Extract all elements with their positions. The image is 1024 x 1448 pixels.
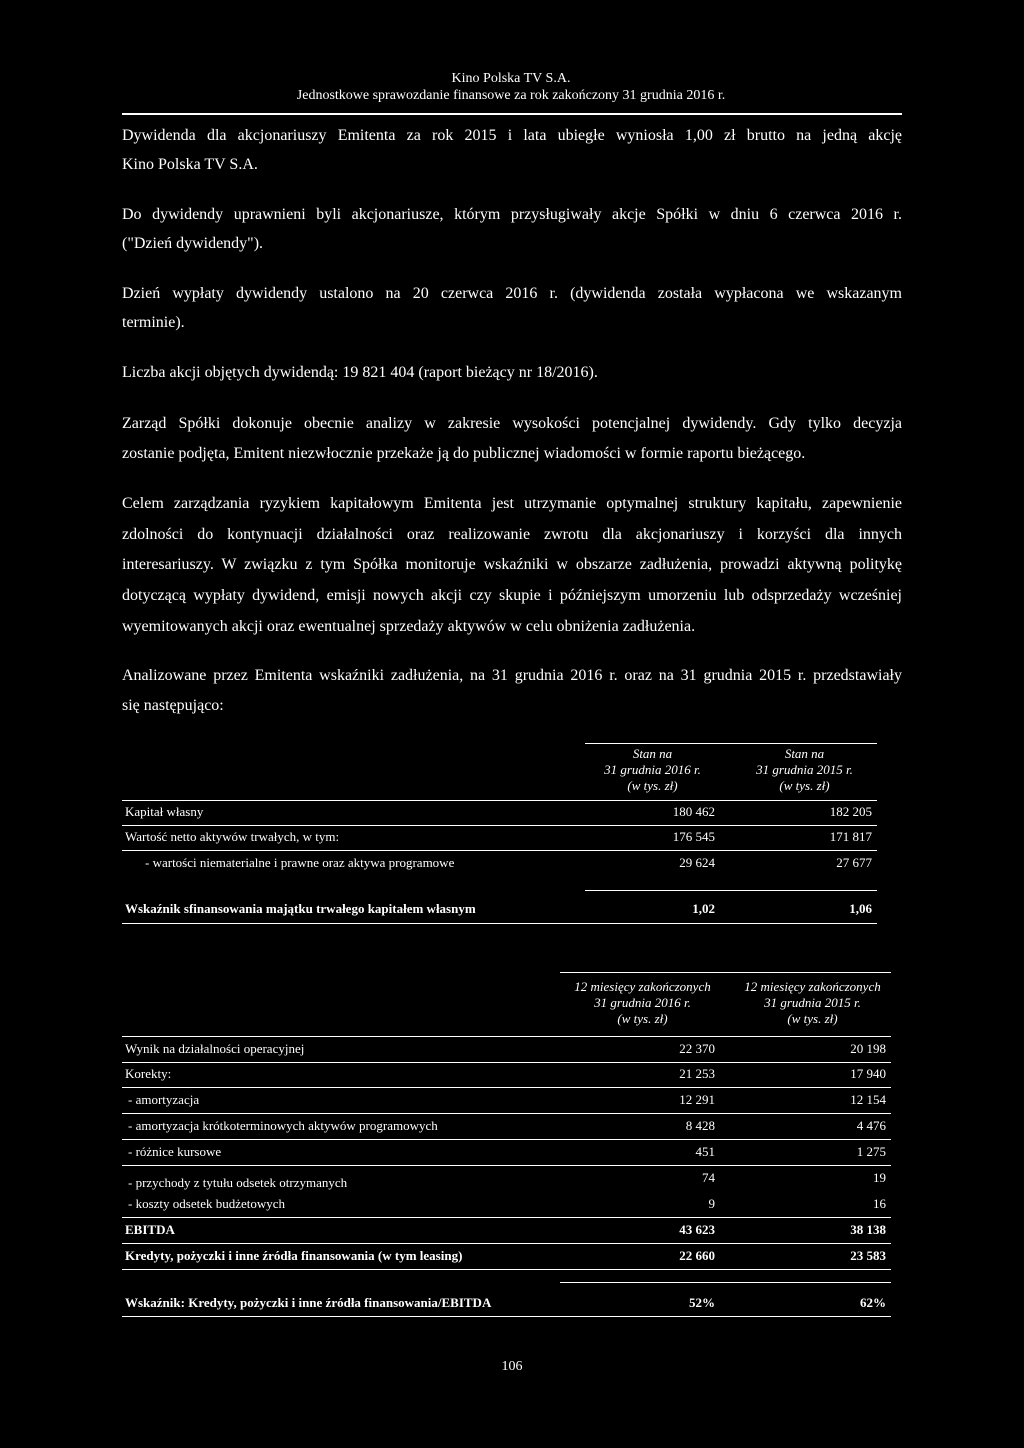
paragraph-share-count: Liczba akcji objętych dywidendą: 19 821 404 (raport bieżący nr 18/2016). xyxy=(122,364,598,381)
table2-sum-rule xyxy=(560,1282,891,1283)
header-company: Kino Polska TV S.A. xyxy=(451,71,571,86)
table-row-label: - wartości niematerialne i prawne oraz aktywa programowe xyxy=(145,855,455,870)
paragraph-capital-risk-line5: wyemitowanych akcji oraz ewentualnej sprzedaży aktywów w celu obniżenia zadłużenia. xyxy=(122,618,696,635)
table-cell: 17 940 xyxy=(850,1066,886,1081)
table1-sum-rule xyxy=(585,890,877,891)
row-rule xyxy=(122,1113,891,1114)
paragraph-board-analysis-line1: Zarząd Spółki dokonuje obecnie analizy w zakresie wysokości potencjalnej dywidendy. Gdy tylko decyzja xyxy=(122,415,902,432)
paragraph-ratios-intro-line2: się następująco: xyxy=(122,697,224,714)
table-cell: 16 xyxy=(873,1196,886,1211)
table-row-label: - koszty odsetek budżetowych xyxy=(128,1196,286,1211)
table-row-label: - amortyzacja krótkoterminowych aktywów programowych xyxy=(128,1118,438,1133)
paragraph-dividend-entitled-line2: ("Dzień dywidendy"). xyxy=(122,235,264,252)
table-cell: 19 xyxy=(873,1170,886,1185)
table-cell: 52% xyxy=(689,1295,715,1310)
table-cell: 171 817 xyxy=(829,829,872,844)
table-cell: 4 476 xyxy=(856,1118,886,1133)
table-row-label: Wskaźnik sfinansowania majątku trwałego kapitałem własnym xyxy=(125,901,476,916)
table-row-label: Wartość netto aktywów trwałych, w tym: xyxy=(125,829,340,844)
row-rule xyxy=(122,1269,891,1270)
table1-col1-header: Stan na 31 grudnia 2016 r. (w tys. zł) xyxy=(604,746,701,793)
table-cell: 74 xyxy=(702,1170,715,1185)
row-rule xyxy=(122,1165,891,1166)
table2-header-rule xyxy=(122,1036,891,1037)
table-row-label: Korekty: xyxy=(125,1066,172,1081)
table-row-label: - przychody z tytułu odsetek otrzymanych xyxy=(128,1175,348,1190)
paragraph-payment-date-line2: terminie). xyxy=(122,314,185,331)
row-rule xyxy=(122,1139,891,1140)
table-cell: 176 545 xyxy=(672,829,715,844)
table-row-label: Kredyty, pożyczki i inne źródła finansowania (w tym leasing) xyxy=(125,1248,463,1263)
table-cell: 38 138 xyxy=(850,1222,886,1237)
table1-bottom-rule xyxy=(122,923,877,924)
row-rule xyxy=(122,1087,891,1088)
paragraph-capital-risk-line3: interesariuszy. W związku z tym Spółka monitoruje wskaźniki w obszarze zadłużenia, prowadzi aktywną politykę xyxy=(122,556,902,573)
paragraph-payment-date-line1: Dzień wypłaty dywidendy ustalono na 20 czerwca 2016 r. (dywidenda została wypłacona we wskazanym xyxy=(122,285,902,302)
table-cell: 451 xyxy=(695,1144,715,1159)
table-cell: 27 677 xyxy=(836,855,872,870)
table2-col2-header: 12 miesięcy zakończonych 31 grudnia 2015 r. (w tys. zł) xyxy=(744,979,881,1026)
paragraph-capital-risk-line4: dotyczącą wypłaty dywidend, emisji nowych akcji czy skupie i późniejszym umorzeniu lub odsprzedaży wcześniej xyxy=(122,587,902,604)
paragraph-capital-risk-line1: Celem zarządzania ryzykiem kapitałowym Emitenta jest utrzymanie optymalnej struktury kapitału, zapewnienie xyxy=(122,495,902,512)
paragraph-dividend-entitled-line1: Do dywidendy uprawnieni byli akcjonariusze, którym przysługiwały akcje Spółki w dniu 6 czerwca 2016 r. xyxy=(122,206,902,223)
table-cell: 12 291 xyxy=(679,1092,715,1107)
table-cell: 12 154 xyxy=(850,1092,886,1107)
paragraph-dividend-amount-line1: Dywidenda dla akcjonariuszy Emitenta za rok 2015 i lata ubiegłe wyniosła 1,00 zł brutto na jedną akcję xyxy=(122,127,902,144)
table1-col2-header: Stan na 31 grudnia 2015 r. (w tys. zł) xyxy=(756,746,853,793)
table-row-label: - różnice kursowe xyxy=(128,1144,222,1159)
row-rule xyxy=(122,1062,891,1063)
table-cell: 1 275 xyxy=(856,1144,886,1159)
row-rule xyxy=(122,850,877,851)
paragraph-dividend-amount-line2: Kino Polska TV S.A. xyxy=(122,156,258,173)
table-row-label: Wskaźnik: Kredyty, pożyczki i inne źródła finansowania/EBITDA xyxy=(125,1295,492,1310)
table-row-label: EBITDA xyxy=(125,1222,175,1237)
page-number: 106 xyxy=(501,1359,523,1374)
table2-bottom-rule xyxy=(122,1316,891,1317)
header-subtitle: Jednostkowe sprawozdanie finansowe za rok zakończony 31 grudnia 2016 r. xyxy=(296,88,726,103)
table-cell: 29 624 xyxy=(679,855,715,870)
header-rule xyxy=(122,113,902,115)
table-cell: 21 253 xyxy=(679,1066,715,1081)
table2-col1-header: 12 miesięcy zakończonych 31 grudnia 2016 r. (w tys. zł) xyxy=(574,979,711,1026)
table-cell: 22 370 xyxy=(679,1041,715,1056)
table-cell: 23 583 xyxy=(850,1248,886,1263)
table2-top-rule xyxy=(560,972,891,973)
row-rule xyxy=(122,1217,891,1218)
paragraph-ratios-intro-line1: Analizowane przez Emitenta wskaźniki zadłużenia, na 31 grudnia 2016 r. oraz na 31 grudnia 2015 r. przedstawiały xyxy=(122,667,902,684)
paragraph-board-analysis-line2: zostanie podjęta, Emitent niezwłocznie przekaże ją do publicznej wiadomości w formie raportu bieżącego. xyxy=(122,445,806,462)
row-rule xyxy=(122,1243,891,1244)
table-cell: 1,06 xyxy=(849,901,872,916)
row-rule xyxy=(122,825,877,826)
table-cell: 9 xyxy=(708,1196,715,1211)
table-cell: 22 660 xyxy=(679,1248,715,1263)
table1-header-rule xyxy=(122,800,877,801)
table-row-label: Kapitał własny xyxy=(125,804,204,819)
table-cell: 182 205 xyxy=(829,804,872,819)
table-row-label: - amortyzacja xyxy=(128,1092,200,1107)
table-row-label: Wynik na działalności operacyjnej xyxy=(125,1041,305,1056)
table-cell: 62% xyxy=(860,1295,886,1310)
table-cell: 1,02 xyxy=(692,901,715,916)
paragraph-capital-risk-line2: zdolności do kontynuacji działalności oraz realizowanie zwrotu dla akcjonariuszy i korzyści dla innych xyxy=(122,526,902,543)
table-cell: 43 623 xyxy=(679,1222,715,1237)
table-cell: 180 462 xyxy=(672,804,715,819)
table1-top-rule xyxy=(585,743,877,744)
table-cell: 20 198 xyxy=(850,1041,886,1056)
table-cell: 8 428 xyxy=(685,1118,715,1133)
